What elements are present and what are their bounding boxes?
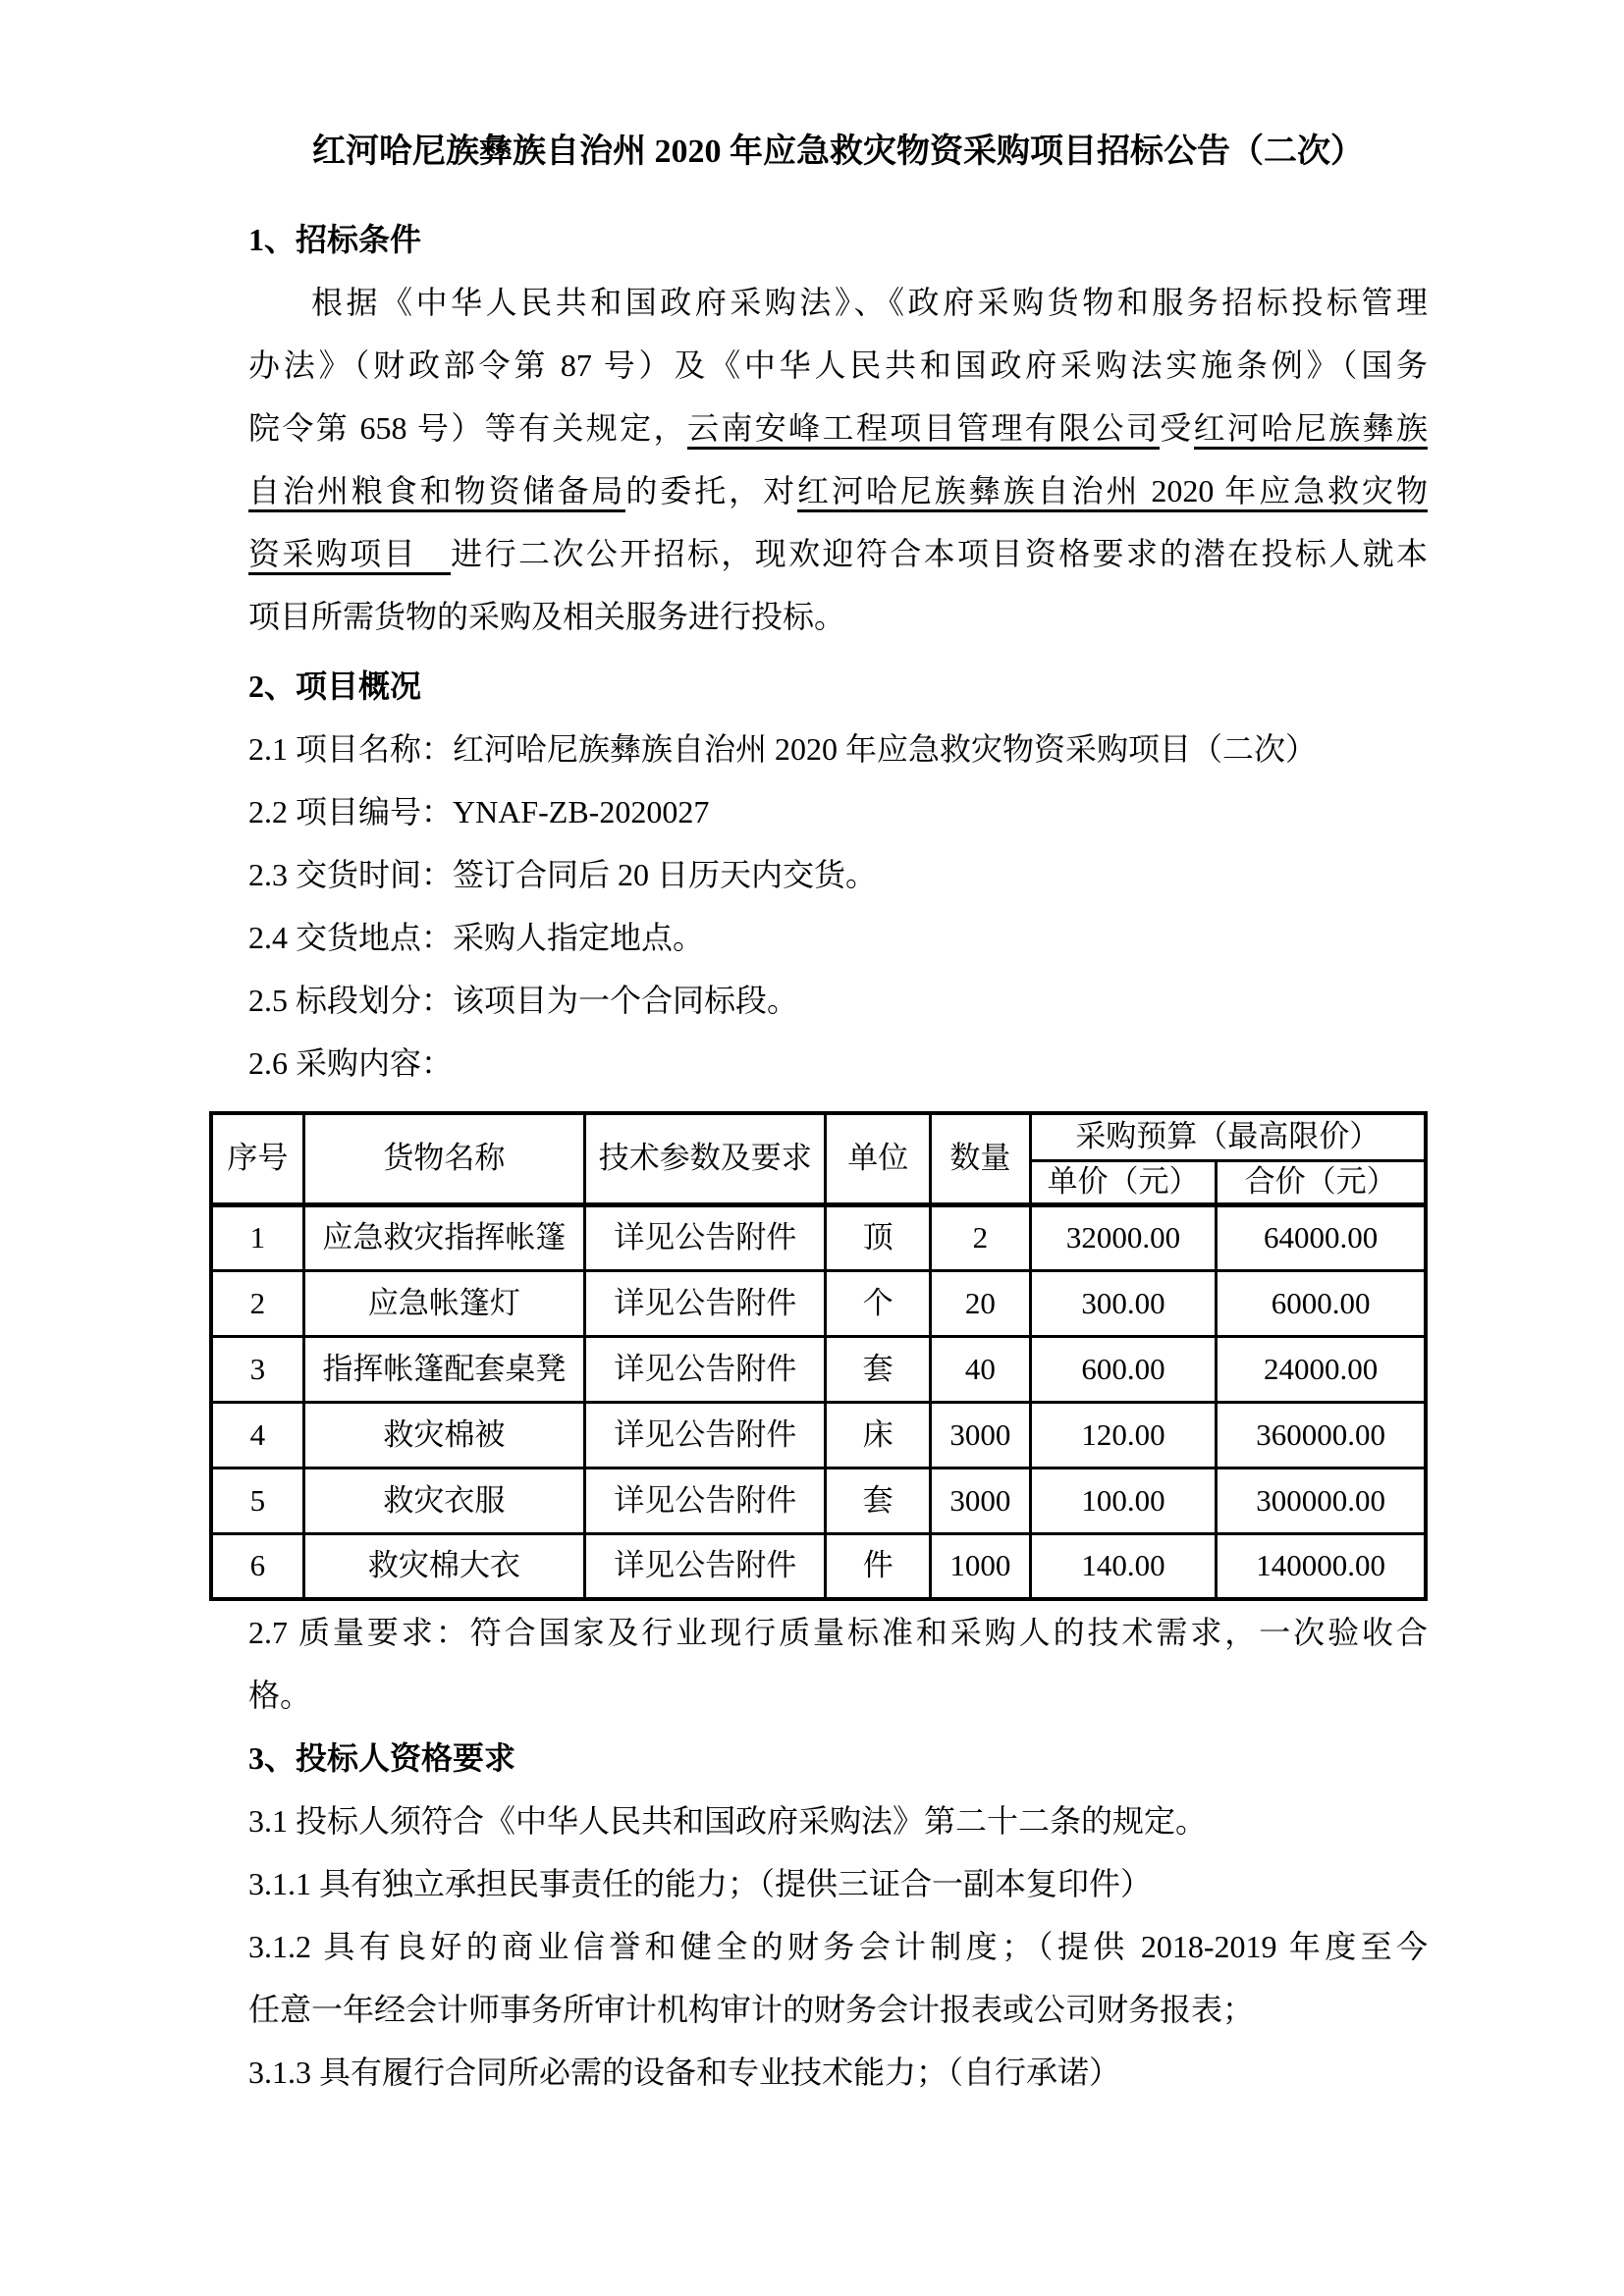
cell-name: 救灾棉大衣 — [303, 1533, 584, 1599]
col-header-qty: 数量 — [931, 1113, 1031, 1204]
cell-unit-price: 32000.00 — [1030, 1204, 1217, 1270]
table-row — [211, 1270, 1426, 1336]
table-row — [211, 1468, 1426, 1533]
cell-unit: 顶 — [826, 1204, 931, 1270]
item-3-1-3: 3.1.3 具有履行合同所必需的设备和专业技术能力；（自行承诺） — [248, 2055, 1121, 2090]
intro-line-6 — [248, 585, 1428, 648]
cell-qty: 1000 — [931, 1533, 1031, 1599]
intro-line-4 — [248, 459, 1428, 522]
table-row — [211, 1402, 1426, 1468]
cell-no: 4 — [211, 1402, 303, 1468]
intro-line-3 — [248, 397, 1428, 459]
section-2-heading: 2、项目概况 — [248, 668, 422, 704]
item-2-6: 2.6 采购内容： — [248, 1045, 454, 1081]
cell-name: 救灾衣服 — [303, 1468, 584, 1533]
item-2-4: 2.4 交货地点：采购人指定地点。 — [248, 920, 705, 955]
cell-qty: 40 — [931, 1336, 1031, 1402]
cell-unit: 套 — [826, 1468, 931, 1533]
quality-requirement-text: 格。 — [248, 1678, 312, 1713]
table-row — [211, 1204, 1426, 1270]
intro-line-1 — [248, 271, 1428, 334]
cell-qty: 2 — [931, 1204, 1031, 1270]
table-row — [211, 1336, 1426, 1402]
cell-spec: 详见公告附件 — [585, 1336, 826, 1402]
cell-spec: 详见公告附件 — [585, 1270, 826, 1336]
intro-line-5 — [248, 522, 1428, 585]
procurement-table — [209, 1111, 1428, 1601]
cell-name: 应急帐篷灯 — [303, 1270, 584, 1336]
cell-total-price: 24000.00 — [1217, 1336, 1426, 1402]
cell-unit-price: 100.00 — [1030, 1468, 1217, 1533]
intro-text: 进行二次公开招标，现欢迎符合本项目资格要求的潜在投标人就本 — [451, 536, 1428, 571]
col-header-budget: 采购预算（最高限价） — [1030, 1113, 1426, 1160]
intro-text: 受 — [1160, 410, 1194, 446]
intro-text: 的委托，对 — [625, 473, 798, 508]
qualification-text: 任意一年经会计师事务所审计机构审计的财务会计报表或公司财务报表； — [248, 1992, 1255, 2027]
item-3-1-2-line-1 — [248, 1915, 1428, 1978]
cell-no: 1 — [211, 1204, 303, 1270]
col-header-unit-price: 单价（元） — [1030, 1160, 1217, 1204]
item-2-2: 2.2 项目编号：YNAF-ZB-2020027 — [248, 794, 710, 829]
cell-unit-price: 300.00 — [1030, 1270, 1217, 1336]
cell-spec: 详见公告附件 — [585, 1204, 826, 1270]
cell-qty: 3000 — [931, 1468, 1031, 1533]
item-3-1-2-line-2 — [248, 1978, 1428, 2041]
col-header-unit: 单位 — [826, 1113, 931, 1204]
cell-unit-price: 140.00 — [1030, 1533, 1217, 1599]
intro-text: 根据《中华人民共和国政府采购法》、《政府采购货物和服务招标投标管理 — [311, 285, 1428, 320]
col-header-total-price: 合价（元） — [1217, 1160, 1426, 1204]
item-3-1-1: 3.1.1 具有独立承担民事责任的能力；（提供三证合一副本复印件） — [248, 1866, 1153, 1901]
agency-name-underlined: 云南安峰工程项目管理有限公司 — [687, 410, 1160, 450]
item-2-7-line-1 — [248, 1601, 1428, 1664]
col-header-name: 货物名称 — [303, 1113, 584, 1204]
cell-name: 应急救灾指挥帐篷 — [303, 1204, 584, 1270]
item-3-1: 3.1 投标人须符合《中华人民共和国政府采购法》第二十二条的规定。 — [248, 1803, 1208, 1839]
intro-text: 院令第 658 号）等有关规定， — [248, 410, 687, 446]
cell-total-price: 140000.00 — [1217, 1533, 1426, 1599]
intro-line-2 — [248, 334, 1428, 397]
section-3-heading: 3、投标人资格要求 — [248, 1740, 516, 1776]
cell-unit: 床 — [826, 1402, 931, 1468]
intro-text: 项目所需货物的采购及相关服务进行投标。 — [248, 599, 846, 634]
cell-unit-price: 600.00 — [1030, 1336, 1217, 1402]
item-2-7-line-2 — [248, 1664, 1428, 1727]
cell-spec: 详见公告附件 — [585, 1468, 826, 1533]
cell-no: 3 — [211, 1336, 303, 1402]
purchaser-name-underlined: 自治州粮食和物资储备局 — [248, 473, 625, 512]
cell-total-price: 6000.00 — [1217, 1270, 1426, 1336]
cell-name: 指挥帐篷配套桌凳 — [303, 1336, 584, 1402]
cell-spec: 详见公告附件 — [585, 1533, 826, 1599]
item-2-5: 2.5 标段划分：该项目为一个合同标段。 — [248, 983, 799, 1018]
table-row — [211, 1533, 1426, 1599]
cell-name: 救灾棉被 — [303, 1402, 584, 1468]
doc-title: 红河哈尼族彝族自治州 2020 年应急救灾物资采购项目招标公告（二次） — [312, 133, 1364, 170]
cell-qty: 3000 — [931, 1402, 1031, 1468]
intro-text: 办法》（财政部令第 87 号）及《中华人民共和国政府采购法实施条例》（国务 — [248, 347, 1428, 383]
cell-unit-price: 120.00 — [1030, 1402, 1217, 1468]
quality-requirement-text: 2.7 质量要求：符合国家及行业现行质量标准和采购人的技术需求，一次验收合 — [248, 1615, 1428, 1650]
cell-no: 2 — [211, 1270, 303, 1336]
project-name-underlined: 红河哈尼族彝族自治州 2020 年应急救灾物 — [797, 473, 1428, 512]
qualification-text: 3.1.2 具有良好的商业信誉和健全的财务会计制度；（提供 2018-2019 年度至今 — [248, 1929, 1428, 1964]
cell-no: 6 — [211, 1533, 303, 1599]
purchaser-name-underlined: 红河哈尼族彝族 — [1194, 410, 1428, 450]
cell-unit: 套 — [826, 1336, 931, 1402]
cell-no: 5 — [211, 1468, 303, 1533]
item-2-3: 2.3 交货时间：签订合同后 20 日历天内交货。 — [248, 857, 878, 892]
cell-spec: 详见公告附件 — [585, 1402, 826, 1468]
cell-unit: 件 — [826, 1533, 931, 1599]
cell-qty: 20 — [931, 1270, 1031, 1336]
cell-total-price: 300000.00 — [1217, 1468, 1426, 1533]
col-header-spec: 技术参数及要求 — [585, 1113, 826, 1204]
cell-total-price: 64000.00 — [1217, 1204, 1426, 1270]
item-2-1: 2.1 项目名称：红河哈尼族彝族自治州 2020 年应急救灾物资采购项目（二次） — [248, 731, 1318, 767]
cell-total-price: 360000.00 — [1217, 1402, 1426, 1468]
section-1-heading: 1、招标条件 — [248, 222, 422, 257]
col-header-no: 序号 — [211, 1113, 303, 1204]
project-name-underlined: 资采购项目 — [248, 536, 451, 575]
cell-unit: 个 — [826, 1270, 931, 1336]
